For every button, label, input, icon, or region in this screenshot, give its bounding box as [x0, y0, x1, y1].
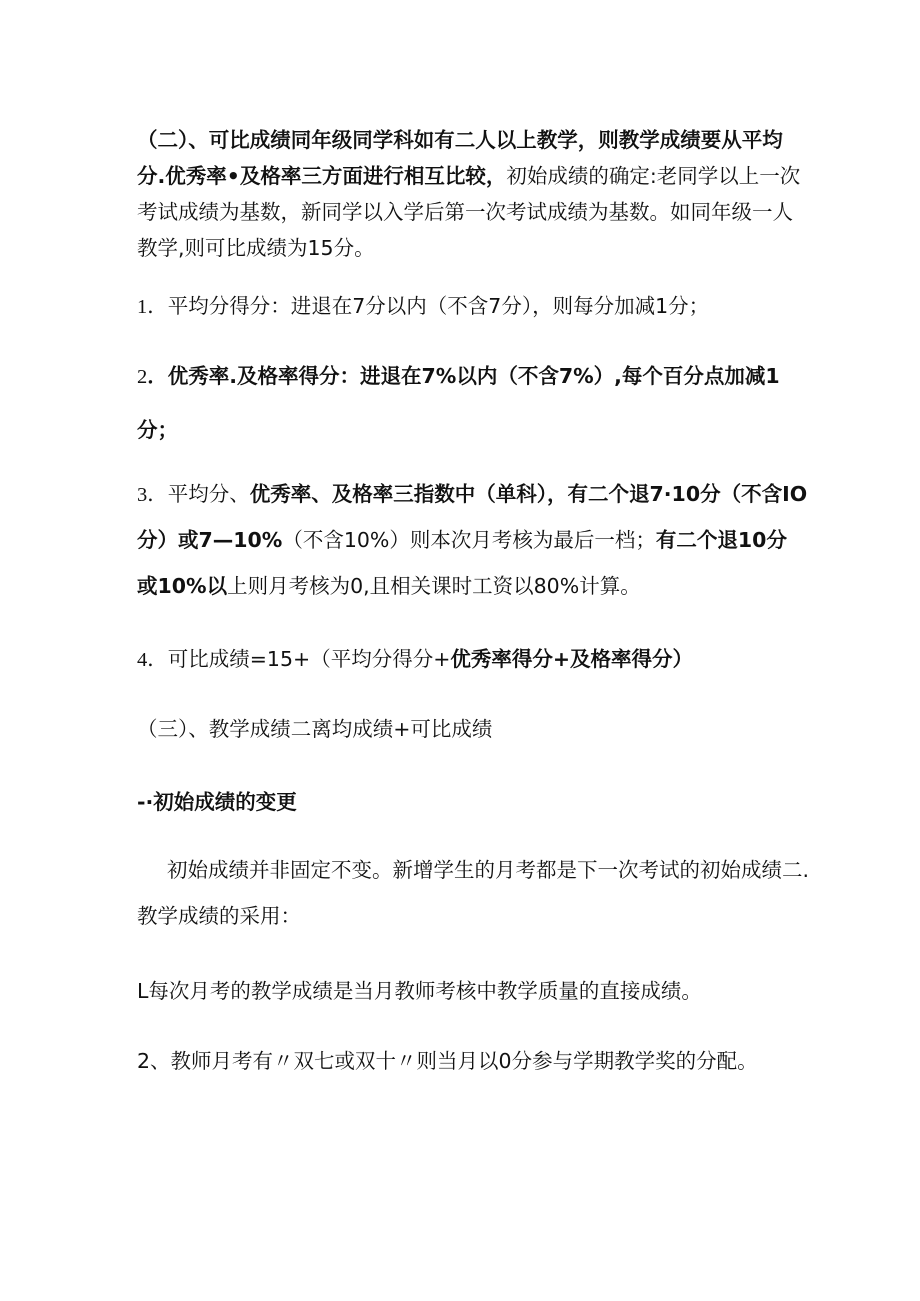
- section-2-line-2-rest: 初始成绩的确定:老同学以上一次: [506, 164, 801, 188]
- section-2-line-4: 教学,则可比成绩为15分。: [137, 236, 375, 260]
- section-2-line-2-bold: 分.优秀率•及格率三方面进行相互比较，: [137, 164, 507, 188]
- subheading-text: -·初始成绩的变更: [137, 790, 297, 814]
- item-2-text: ．优秀率.及格率得分：进退在7%以内（不含7%）,每个百分点加减1: [147, 364, 780, 388]
- section-2-paragraph: [137, 122, 801, 266]
- item-2-number: 2: [137, 366, 148, 388]
- change-paragraph: [137, 852, 810, 934]
- item-3-line-2-d: 有二个退10分: [655, 528, 787, 552]
- item-1: [137, 288, 787, 324]
- item-2-line-1: [137, 358, 787, 394]
- item-3-line-2-a: 分）或7—10%: [137, 528, 283, 552]
- item-3-text-a: ．平均分、: [147, 482, 250, 506]
- rule-2: [137, 1043, 787, 1079]
- subheading: [137, 784, 787, 820]
- item-3-text-b: 优秀率、及格率三指数中（单科），有二个退7·10分（不含IO: [249, 482, 808, 506]
- item-4-number: 4: [137, 649, 148, 671]
- item-3-line-2-c: 则本次月考核为最后一档；: [409, 528, 656, 552]
- item-3: [137, 476, 808, 604]
- item-2: [137, 358, 787, 448]
- item-3-number: 3: [137, 484, 148, 506]
- item-1-number: 1: [137, 296, 148, 318]
- item-3-line-1: [137, 476, 808, 512]
- item-1-line: [137, 288, 787, 324]
- item-4-text-a: ．可比成绩=15+（平均分得分+: [147, 647, 451, 671]
- item-3-line-3: [137, 568, 787, 604]
- section-2-line-1: （二）、可比成绩同年级同学科如有二人以上教学，则教学成绩要从平均: [137, 128, 783, 152]
- change-line-1: 初始成绩并非固定不变。新增学生的月考都是下一次考试的初始成绩二.: [167, 858, 810, 882]
- item-3-line-2: [137, 522, 787, 558]
- item-3-line-2-b: （不含10%）: [282, 528, 410, 552]
- section-2-line-3: 考试成绩为基数，新同学以入学后第一次考试成绩为基数。如同年级一人: [137, 200, 793, 224]
- item-3-line-3-b: 上则月考核为0,且相关课时工资以80%计算。: [227, 574, 641, 598]
- rule-1: [137, 973, 787, 1009]
- item-4-text-b: 优秀率得分+及格率得分）: [450, 647, 694, 671]
- change-line-2: 教学成绩的采用：: [137, 904, 301, 928]
- section-3: [137, 711, 787, 747]
- item-4: [137, 641, 787, 677]
- section-2-line-2: [137, 158, 801, 194]
- rule-2-text: 2、教师月考有〃双七或双十〃则当月以0分参与学期教学奖的分配。: [137, 1049, 758, 1073]
- item-3-line-3-a: 或10%以: [137, 574, 228, 598]
- section-3-text: （三）、教学成绩二离均成绩+可比成绩: [137, 717, 493, 741]
- item-4-line: [137, 641, 787, 677]
- rule-1-text: L每次月考的教学成绩是当月教师考核中教学质量的直接成绩。: [137, 979, 702, 1003]
- item-2-line-2: 分；: [137, 418, 178, 442]
- item-1-text: ．平均分得分：进退在7分以内（不含7分），则每分加减1分；: [147, 294, 710, 318]
